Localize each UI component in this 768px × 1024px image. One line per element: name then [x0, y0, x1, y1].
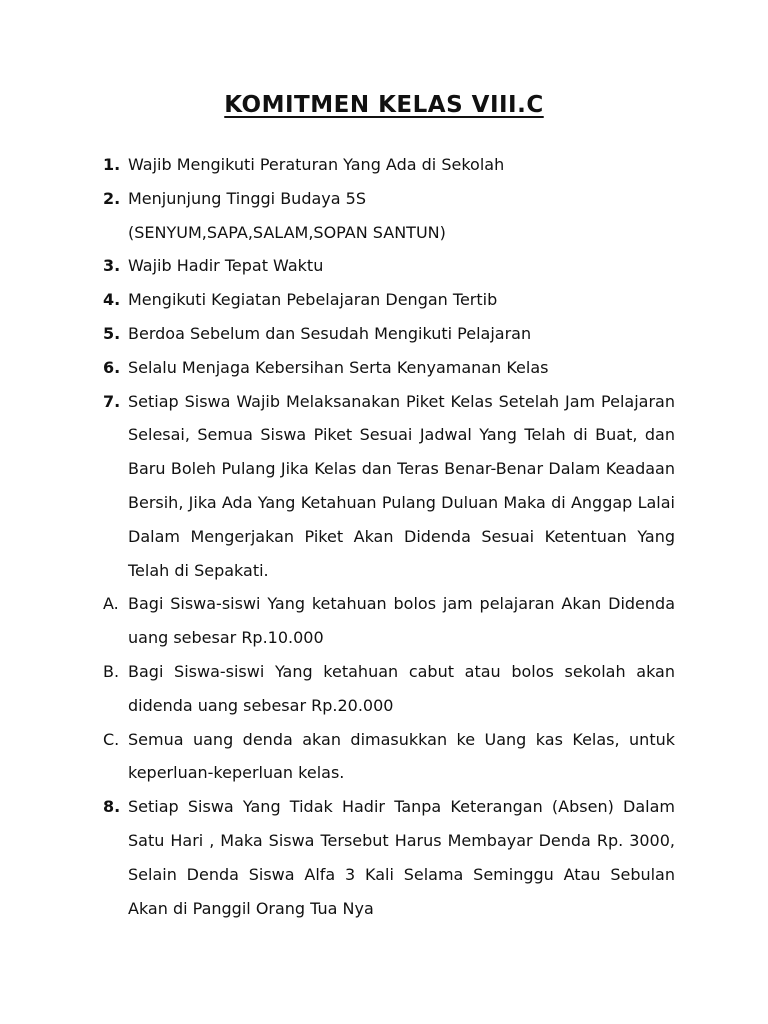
item-number: 3. — [103, 256, 121, 276]
item-text: Setiap Siswa Wajib Melaksanakan Piket Kelas Setelah Jam Pelajaran Selesai, Semua Siswa Piket Sesuai Jadwal Yang Telah di Buat, dan Baru Boleh Pulang Jika Kelas dan Teras Benar-Benar Dalam Keadaan Bersih, Jika Ada Yang Ketahuan Pulang Duluan Maka di Anggap Lalai Dalam Mengerjakan Piket Akan Didenda Sesuai Ketentuan Yang Telah di Sepakati. — [128, 391, 675, 580]
document-title: KOMITMEN KELAS VIII.C — [224, 92, 544, 118]
item-text: Mengikuti Kegiatan Pebelajaran Dengan Tertib — [128, 290, 498, 310]
item-text: Menjunjung Tinggi Budaya 5S (SENYUM,SAPA,SALAM,SOPAN SANTUN) — [128, 188, 446, 242]
item-number: 1. — [103, 155, 121, 174]
list-item — [103, 385, 675, 588]
list-item — [103, 182, 675, 250]
item-text: Berdoa Sebelum dan Sesudah Mengikuti Pelajaran — [128, 323, 532, 343]
list-item — [103, 148, 675, 182]
item-text: Wajib Hadir Tepat Waktu — [128, 256, 324, 276]
item-text: Setiap Siswa Yang Tidak Hadir Tanpa Keterangan (Absen) Dalam Satu Hari , Maka Siswa Tersebut Harus Membayar Denda Rp. 3000, Selain Denda Siswa Alfa 3 Kali Selama Seminggu Atau Sebulan Akan di Panggil Orang Tua Nya — [128, 797, 675, 918]
item-letter: B. — [103, 661, 120, 681]
item-letter: C. — [103, 729, 120, 749]
commitment-list — [103, 148, 675, 925]
item-text: Bagi Siswa-siswi Yang ketahuan bolos jam pelajaran Akan Didenda uang sebesar Rp.10.000 — [128, 594, 675, 648]
item-text: Selalu Menjaga Kebersihan Serta Kenyamanan Kelas — [128, 357, 549, 377]
item-number: 4. — [103, 290, 121, 310]
item-number: 6. — [103, 357, 121, 377]
item-number: 2. — [103, 188, 121, 208]
item-number: 8. — [103, 797, 121, 817]
item-text: Semua uang denda akan dimasukkan ke Uang kas Kelas, untuk keperluan-keperluan kelas. — [128, 729, 675, 783]
list-item — [103, 351, 675, 385]
list-item — [103, 317, 675, 351]
list-item — [103, 790, 675, 925]
item-text: Bagi Siswa-siswi Yang ketahuan cabut atau bolos sekolah akan didenda uang sebesar Rp.20.000 — [128, 661, 675, 715]
item-letter: A. — [103, 594, 119, 614]
list-item — [103, 283, 675, 317]
list-item — [103, 587, 675, 655]
list-item — [103, 655, 675, 723]
item-number: 5. — [103, 323, 121, 343]
item-number: 7. — [103, 391, 121, 411]
list-item — [103, 723, 675, 791]
item-text: Wajib Mengikuti Peraturan Yang Ada di Sekolah — [128, 155, 505, 174]
list-item — [103, 249, 675, 283]
